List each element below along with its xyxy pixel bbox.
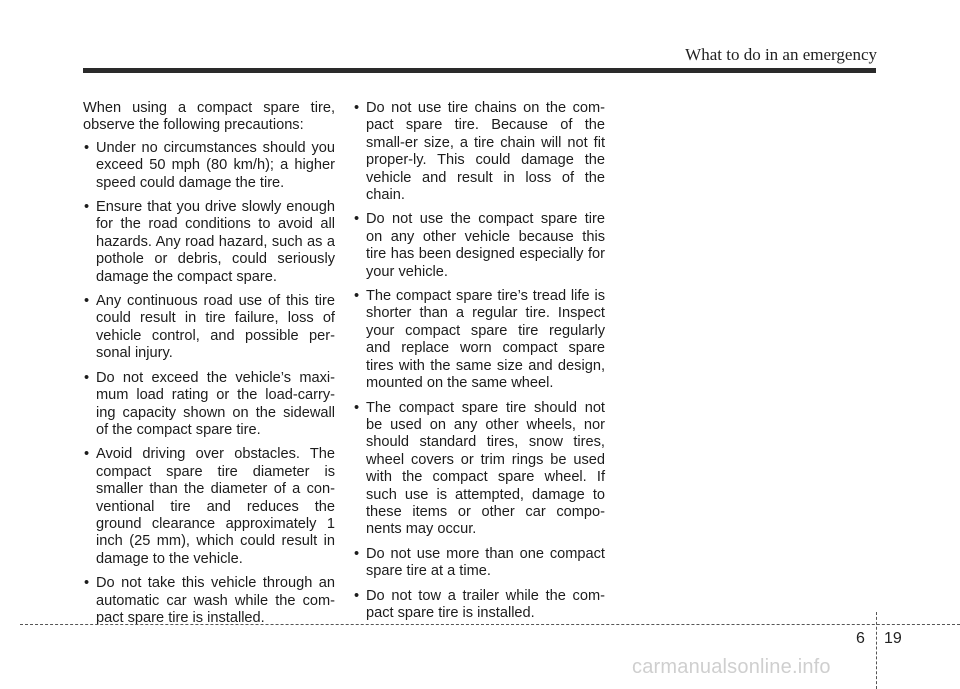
list-item: • The compact spare tire’s tread life is shorter than a regular tire. Inspect your compact spare tire regularly and replace worn compact spare tires with the same size and design, mounted on the same wheel. (353, 288, 605, 392)
list-item: • Under no circumstances should you exceed 50 mph (80 km/h); a higher speed could damage the tire. (83, 140, 335, 192)
list-item: • Any continuous road use of this tire could result in tire failure, loss of vehicle control, and possible per-sonal injury. (83, 293, 335, 363)
list-item: • Avoid driving over obstacles. The compact spare tire diameter is smaller than the diameter of a con-ventional tire and reduces the ground clearance approximately 1 inch (25 mm), which could result in damage to the vehicle. (83, 446, 335, 568)
precautions-list-right (353, 100, 605, 622)
chapter-number: 6 (856, 630, 865, 647)
list-item: • Do not use the compact spare tire on any other vehicle because this tire has been designed especially for your vehicle. (353, 211, 605, 281)
list-item: • Do not exceed the vehicle’s maxi-mum load rating or the load-carry-ing capacity shown on the sidewall of the compact spare tire. (83, 370, 335, 440)
list-item: • The compact spare tire should not be used on any other wheels, nor should standard tires, snow tires, wheel covers or trim rings be used with the compact spare wheel. If such use is attempted, damage to these items or other car compo-nents may occur. (353, 400, 605, 539)
right-column (353, 100, 605, 629)
section-title: What to do in an emergency (685, 45, 877, 64)
intro-paragraph: When using a compact spare tire, observe the following precautions: (83, 100, 335, 134)
list-item: • Do not use more than one compact spare tire at a time. (353, 546, 605, 581)
watermark: carmanualsonline.info (632, 656, 831, 678)
page-number: 19 (884, 630, 902, 647)
list-item: • Do not take this vehicle through an automatic car wash while the com-pact spare tire is installed. (83, 575, 335, 627)
page-divider (876, 612, 877, 689)
list-item: • Do not tow a trailer while the com-pact spare tire is installed. (353, 588, 605, 623)
list-item: • Do not use tire chains on the com-pact spare tire. Because of the small-er size, a tire chain will not fit proper-ly. This could damage the vehicle and result in loss of the chain. (353, 100, 605, 204)
left-column (83, 100, 335, 634)
header-rule (83, 68, 876, 73)
precautions-list-left (83, 140, 335, 628)
footer-rule (20, 624, 960, 625)
list-item: • Ensure that you drive slowly enough for the road conditions to avoid all hazards. Any road hazard, such as a pothole or debris, could seriously damage the compact spare. (83, 199, 335, 286)
